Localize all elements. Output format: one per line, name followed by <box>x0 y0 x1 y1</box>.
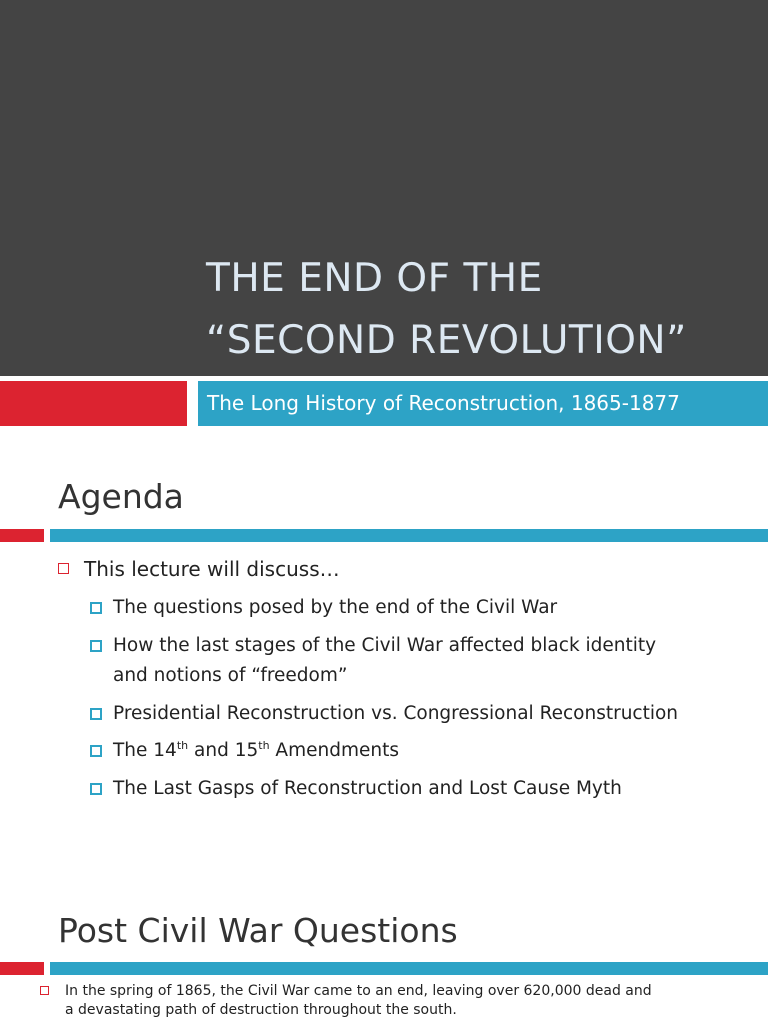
list-item <box>90 736 399 766</box>
title-line-1: THE END OF THE <box>206 256 543 301</box>
bullet-square-icon <box>90 602 102 614</box>
list-item-text: The Last Gasps of Reconstruction and Lost Cause Myth <box>113 778 622 799</box>
agenda-heading: Agenda <box>58 477 184 516</box>
agenda-rule-red <box>0 529 44 542</box>
list-item-line-2: and notions of “freedom” <box>113 665 348 686</box>
agenda-intro-text: This lecture will discuss… <box>84 557 340 581</box>
amend-sup-1: th <box>176 738 189 752</box>
bullet-square-icon <box>90 640 102 652</box>
post-war-paragraph <box>40 982 740 1020</box>
list-item-text <box>113 631 656 691</box>
list-item-line-1: How the last stages of the Civil War affected black identity <box>113 635 657 656</box>
paragraph-line-2: a devastating path of destruction throughout the south. <box>65 1002 457 1018</box>
bullet-square-icon <box>90 708 102 720</box>
slide-subtitle: The Long History of Reconstruction, 1865-1877 <box>207 391 680 415</box>
bullet-square-icon <box>90 745 102 757</box>
list-item <box>90 593 557 623</box>
title-slide <box>0 0 768 440</box>
list-item-text: The questions posed by the end of the Civil War <box>113 597 558 618</box>
list-item-text <box>113 736 399 766</box>
paragraph-line-1: In the spring of 1865, the Civil War came to an end, leaving over 620,000 dead and <box>65 983 652 999</box>
post-war-heading: Post Civil War Questions <box>58 911 458 950</box>
bullet-square-icon <box>40 986 49 995</box>
bullet-square-icon <box>58 563 69 574</box>
amend-sup-2: th <box>258 738 270 752</box>
list-item-text: Presidential Reconstruction vs. Congressional Reconstruction <box>113 703 679 724</box>
accent-red-block <box>0 381 187 426</box>
agenda-rule-blue <box>50 529 768 542</box>
list-item <box>90 774 622 804</box>
amend-post: Amendments <box>269 740 399 761</box>
slide-title <box>206 248 766 372</box>
amend-pre: The 14 <box>113 740 177 761</box>
list-item <box>90 631 656 691</box>
list-item <box>90 699 678 729</box>
title-line-2: “SECOND REVOLUTION” <box>206 318 687 363</box>
post-war-rule-red <box>0 962 44 975</box>
paragraph-text <box>65 982 740 1020</box>
agenda-intro <box>58 557 340 581</box>
amend-mid: and 15 <box>188 740 259 761</box>
bullet-square-icon <box>90 783 102 795</box>
post-war-rule-blue <box>50 962 768 975</box>
